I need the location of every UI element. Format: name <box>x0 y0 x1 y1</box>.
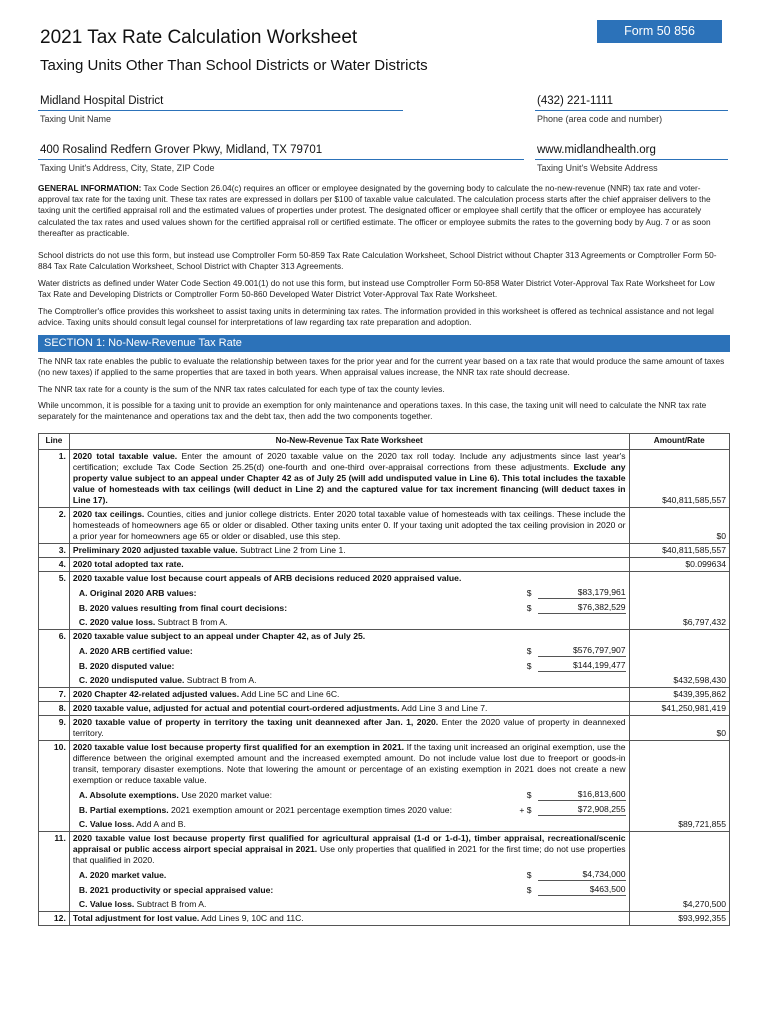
line-number: 2. <box>39 508 70 544</box>
page-subtitle: Taxing Units Other Than School Districts or Water Districts <box>40 57 428 74</box>
section-1-exemption-note: While uncommon, it is possible for a taxing unit to provide an exemption for only maintenance and operations taxes. In this case, the taxing unit will need to calculate the NNR tax rate separately for the maintenance and operations tax and the debt tax, then add the two components together. <box>38 400 707 422</box>
line-description <box>69 716 629 741</box>
sub-line-title: C. Value loss. <box>78 819 135 829</box>
sub-line-value-field[interactable]: $72,908,255 <box>538 804 626 816</box>
sub-line <box>73 645 626 657</box>
amount-field[interactable]: $6,797,432 <box>629 572 729 630</box>
amount-field[interactable]: $0.099634 <box>629 558 729 572</box>
sub-line-text: Add A and B. <box>134 819 186 829</box>
line-title: 2020 taxable value lost because court appeals of ARB decisions reduced 2020 appraised value. <box>72 573 462 583</box>
sub-line-value-field[interactable]: $76,382,529 <box>538 602 626 614</box>
line-text <box>73 913 626 924</box>
line-number: 10. <box>39 741 70 832</box>
sub-line-title: B. 2020 values resulting from final court decisions: <box>78 603 288 613</box>
amount-field[interactable]: $432,598,430 <box>629 630 729 688</box>
website-label: Taxing Unit's Website Address <box>537 163 658 173</box>
line-description <box>69 688 629 702</box>
sub-line-dollar-sign: + $ <box>519 805 532 815</box>
sub-line <box>73 789 626 801</box>
line-emphasis: Exclude any property value subject to an appeal under Chapter 42 as of July 25 (will add undisputed value in Line 6). This total includes the taxable value of homesteads with tax ceilings (will deduct in Line 2) and the captured value for tax increment financing (will deduct taxes in Line 17). <box>72 462 626 505</box>
line-instructions: Enter the amount of 2020 taxable value on the 2020 tax roll today. Include any adjustments since last year's certification; exclude Tax Code Section 25.25(d) one-fourth and one-third over-appraisal corrections from these adjustments. <box>72 451 626 472</box>
col-worksheet-header: No-New-Revenue Tax Rate Worksheet <box>69 434 629 450</box>
sub-line-title: A. Absolute exemptions. <box>78 790 179 800</box>
general-information-paragraph <box>38 183 728 239</box>
sub-line-dollar-sign: $ <box>526 603 532 613</box>
col-amount-header: Amount/Rate <box>629 434 729 450</box>
col-line-header: Line <box>39 434 70 450</box>
general-information-heading: GENERAL INFORMATION: <box>38 183 142 193</box>
table-row <box>39 558 730 572</box>
line-title: Preliminary 2020 adjusted taxable value. <box>72 545 238 555</box>
phone-underline <box>535 110 728 111</box>
sub-line <box>73 660 626 672</box>
sub-line-dollar-sign: $ <box>526 885 532 895</box>
sub-line-title: B. Partial exemptions. <box>78 805 169 815</box>
line-text <box>73 509 626 542</box>
sub-line-title: C. 2020 value loss. <box>78 617 156 627</box>
line-number: 3. <box>39 544 70 558</box>
sub-line-label <box>73 790 508 801</box>
sub-line-value-field[interactable]: $16,813,600 <box>538 789 626 801</box>
line-title: 2020 taxable value, adjusted for actual and potential court-ordered adjustments. <box>72 703 400 713</box>
sub-line-label <box>73 805 508 816</box>
school-districts-paragraph: School districts do not use this form, but instead use Comptroller Form 50-859 Tax Rate Calculation Worksheet, School District without Chapter 313 Agreements or Comptroller Form 50-884 Tax Rate Calculation Worksheet, School District with Chapter 313 Agreements. <box>38 250 717 272</box>
comptroller-paragraph: The Comptroller's office provides this worksheet to assist taxing units in determining tax rates. The information provided in this worksheet is offered as technical assistance and not legal advice. Taxing units should consult legal counsel for interpretations of law regarding tax rate preparation and adoption. <box>38 306 714 328</box>
sub-line <box>73 804 626 816</box>
amount-field[interactable]: $439,395,862 <box>629 688 729 702</box>
line-instructions: Enter the 2020 value of property in deannexed territory. <box>72 717 626 738</box>
table-row <box>39 688 730 702</box>
line-instructions: Counties, cities and junior college districts. Enter 2020 total taxable value of homesteads with tax ceilings. These include the homesteads of homeowners age 65 or older or disabled. Other taxing units enter 0. If your taxing unit adopted the tax ceiling provision in 2020 or a prior year for homeowners age 65 or older or disabled, use this step. <box>72 509 626 541</box>
amount-field[interactable]: $40,811,585,557 <box>629 450 729 508</box>
line-title: 2020 total adopted tax rate. <box>72 559 184 569</box>
line-number: 12. <box>39 912 70 926</box>
table-row <box>39 702 730 716</box>
sub-line-title: C. Value loss. <box>78 899 135 909</box>
sub-line-label <box>73 899 508 910</box>
sub-line <box>73 587 626 599</box>
table-row <box>39 832 730 912</box>
sub-line-dollar-sign: $ <box>526 661 532 671</box>
line-description <box>69 702 629 716</box>
line-description <box>69 912 629 926</box>
line-number: 1. <box>39 450 70 508</box>
line-number: 11. <box>39 832 70 912</box>
sub-line-text: Subtract B from A. <box>134 899 207 909</box>
sub-line-title: A. 2020 market value. <box>78 870 167 880</box>
table-row <box>39 716 730 741</box>
line-description <box>69 450 629 508</box>
line-title: 2020 taxable value subject to an appeal under Chapter 42, as of July 25. <box>72 631 366 641</box>
address-underline <box>38 159 524 160</box>
line-description <box>69 544 629 558</box>
sub-line-text: 2021 exemption amount or 2021 percentage exemption times 2020 value: <box>168 805 452 815</box>
sub-line-title: C. 2020 undisputed value. <box>78 675 185 685</box>
sub-line-label <box>73 617 508 628</box>
line-number: 9. <box>39 716 70 741</box>
line-title: 2020 tax ceilings. <box>72 509 145 519</box>
line-description <box>69 832 629 912</box>
line-text <box>73 742 626 786</box>
sub-line-label <box>73 819 508 830</box>
sub-line-dollar-sign: $ <box>526 588 532 598</box>
sub-line-value-field[interactable]: $83,179,961 <box>538 587 626 599</box>
line-text <box>73 559 626 570</box>
line-text <box>73 833 626 866</box>
line-title: Total adjustment for lost value. <box>72 913 200 923</box>
line-description <box>69 508 629 544</box>
amount-field[interactable]: $89,721,855 <box>629 741 729 832</box>
line-description <box>69 558 629 572</box>
line-title: 2020 total taxable value. <box>72 451 178 461</box>
address-field[interactable]: 400 Rosalind Redfern Grover Pkwy, Midland, TX 79701 <box>40 144 323 156</box>
unit-name-label: Taxing Unit Name <box>40 114 112 124</box>
unit-name-field[interactable]: Midland Hospital District <box>40 95 164 107</box>
unit-name-underline <box>38 110 403 111</box>
line-title: 2020 taxable value of property in territory the taxing unit deannexed after Jan. 1, 2020. <box>72 717 439 727</box>
line-text <box>73 717 626 739</box>
section-1-intro: The NNR tax rate enables the public to evaluate the relationship between taxes for the prior year and for the current year based on a tax rate that would produce the same amount of taxes (no new taxes) if applied to the same properties that are taxed in both years. When appraisal values increase, the NNR tax rate should decrease. <box>38 356 725 378</box>
sub-line <box>73 884 626 896</box>
line-number: 8. <box>39 702 70 716</box>
phone-label: Phone (area code and number) <box>537 114 663 124</box>
nnr-worksheet-table <box>38 433 730 926</box>
sub-line-label <box>73 870 508 881</box>
sub-line-label <box>73 588 508 599</box>
line-text <box>73 689 626 700</box>
line-text <box>73 703 626 714</box>
sub-line-title: B. 2021 productivity or special appraised value: <box>78 885 274 895</box>
line-text <box>73 573 626 584</box>
amount-field[interactable]: $0 <box>629 716 729 741</box>
sub-line-label <box>73 661 508 672</box>
table-row <box>39 508 730 544</box>
line-title: 2020 Chapter 42-related adjusted values. <box>72 689 240 699</box>
line-description <box>69 630 629 688</box>
sub-line-value-field[interactable]: $463,500 <box>538 884 626 896</box>
amount-field[interactable]: $40,811,585,557 <box>629 544 729 558</box>
table-row <box>39 741 730 832</box>
sub-line-dollar-sign: $ <box>526 646 532 656</box>
line-instructions: Add Line 3 and Line 7. <box>399 703 488 713</box>
line-instructions: Add Lines 9, 10C and 11C. <box>199 913 304 923</box>
amount-field[interactable]: $41,250,981,419 <box>629 702 729 716</box>
line-instructions: Use only properties that qualified in 2021 for the first time; do not use properties that qualified in 2020. <box>72 844 626 865</box>
line-number: 5. <box>39 572 70 630</box>
sub-line <box>73 617 626 628</box>
line-instructions: If the taxing unit increased an original exemption, use the difference between the original exempted amount and the increased exempted amount. Do not include value lost due to freeport or goods-in transit, temporary disaster exemptions. Note that lowering the amount or percentage of an existing exemption in 2021 does not create a new exemption or reduce taxable value. <box>72 742 626 785</box>
sub-line-label <box>73 675 508 686</box>
amount-field[interactable]: $4,270,500 <box>629 832 729 912</box>
line-text <box>73 631 626 642</box>
water-districts-paragraph: Water districts as defined under Water Code Section 49.001(1) do not use this form, but instead use Comptroller Form 50-858 Water District Voter-Approval Tax Rate Worksheet for Low Tax Rate and Developing Districts or Comptroller Form 50-860 Developed Water District Voter-Approval Tax Rate Worksheet. <box>38 278 715 300</box>
table-row <box>39 630 730 688</box>
line-description <box>69 572 629 630</box>
sub-line-value-field[interactable]: $4,734,000 <box>538 869 626 881</box>
line-number: 6. <box>39 630 70 688</box>
line-title: 2020 taxable value lost because property first qualified for an exemption in 2021. <box>72 742 405 752</box>
sub-line-label <box>73 646 508 657</box>
sub-line-value-field[interactable]: $144,199,477 <box>538 660 626 672</box>
sub-line-title: A. 2020 ARB certified value: <box>78 646 193 656</box>
sub-line-title: B. 2020 disputed value: <box>78 661 175 671</box>
sub-line <box>73 899 626 910</box>
sub-line-dollar-sign: $ <box>526 870 532 880</box>
sub-line-text: Use 2020 market value: <box>178 790 272 800</box>
sub-line-text: Subtract B from A. <box>184 675 257 685</box>
sub-line <box>73 819 626 830</box>
sub-line <box>73 675 626 686</box>
section-1-county-note: The NNR tax rate for a county is the sum of the NNR tax rates calculated for each type of tax the county levies. <box>38 384 445 394</box>
amount-field[interactable]: $93,992,355 <box>629 912 729 926</box>
line-text <box>73 451 626 506</box>
table-row <box>39 450 730 508</box>
sub-line <box>73 602 626 614</box>
table-row <box>39 544 730 558</box>
amount-field[interactable]: $0 <box>629 508 729 544</box>
line-number: 4. <box>39 558 70 572</box>
website-field[interactable]: www.midlandhealth.org <box>537 144 656 156</box>
line-instructions: Subtract Line 2 from Line 1. <box>237 545 346 555</box>
sub-line-dollar-sign: $ <box>526 790 532 800</box>
address-label: Taxing Unit's Address, City, State, ZIP Code <box>40 163 215 173</box>
line-title: 2020 taxable value lost because property first qualified for agricultural appraisal (1-d or 1-d-1), timber appraisal, recreational/scenic appraisal or public access airport special appraisal in 2021. <box>72 833 626 854</box>
table-row <box>39 572 730 630</box>
website-underline <box>535 159 728 160</box>
form-number-badge: Form 50 856 <box>597 20 722 43</box>
line-number: 7. <box>39 688 70 702</box>
sub-line-title: A. Original 2020 ARB values: <box>78 588 197 598</box>
line-text <box>73 545 626 556</box>
sub-line-label <box>73 603 508 614</box>
section-1-header: SECTION 1: No-New-Revenue Tax Rate <box>38 335 730 352</box>
sub-line <box>73 869 626 881</box>
phone-field[interactable]: (432) 221-1111 <box>537 95 614 107</box>
sub-line-text: Subtract B from A. <box>155 617 228 627</box>
sub-line-label <box>73 885 508 896</box>
line-instructions: Add Line 5C and Line 6C. <box>239 689 340 699</box>
general-information-text: Tax Code Section 26.04(c) requires an officer or employee designated by the governing body to calculate the no-new-revenue (NNR) tax rate and voter-approval tax rate for the taxing unit. These tax rates are expressed in dollars per $100 of taxable value calculated. The calculation process starts after the chief appraiser delivers to the taxing unit the certified appraisal roll and the estimated values of properties under protest. The designated officer or employee shall certify that the officer or employee has accurately calculated the tax rates and used values shown for the certified appraisal roll or certified estimate. The officer or employee submits the rates to the governing body by Aug. 7 or as soon thereafter as practicable. <box>38 183 711 238</box>
sub-line-value-field[interactable]: $576,797,907 <box>538 645 626 657</box>
line-description <box>69 741 629 832</box>
page-title: 2021 Tax Rate Calculation Worksheet <box>40 27 358 48</box>
table-row <box>39 912 730 926</box>
